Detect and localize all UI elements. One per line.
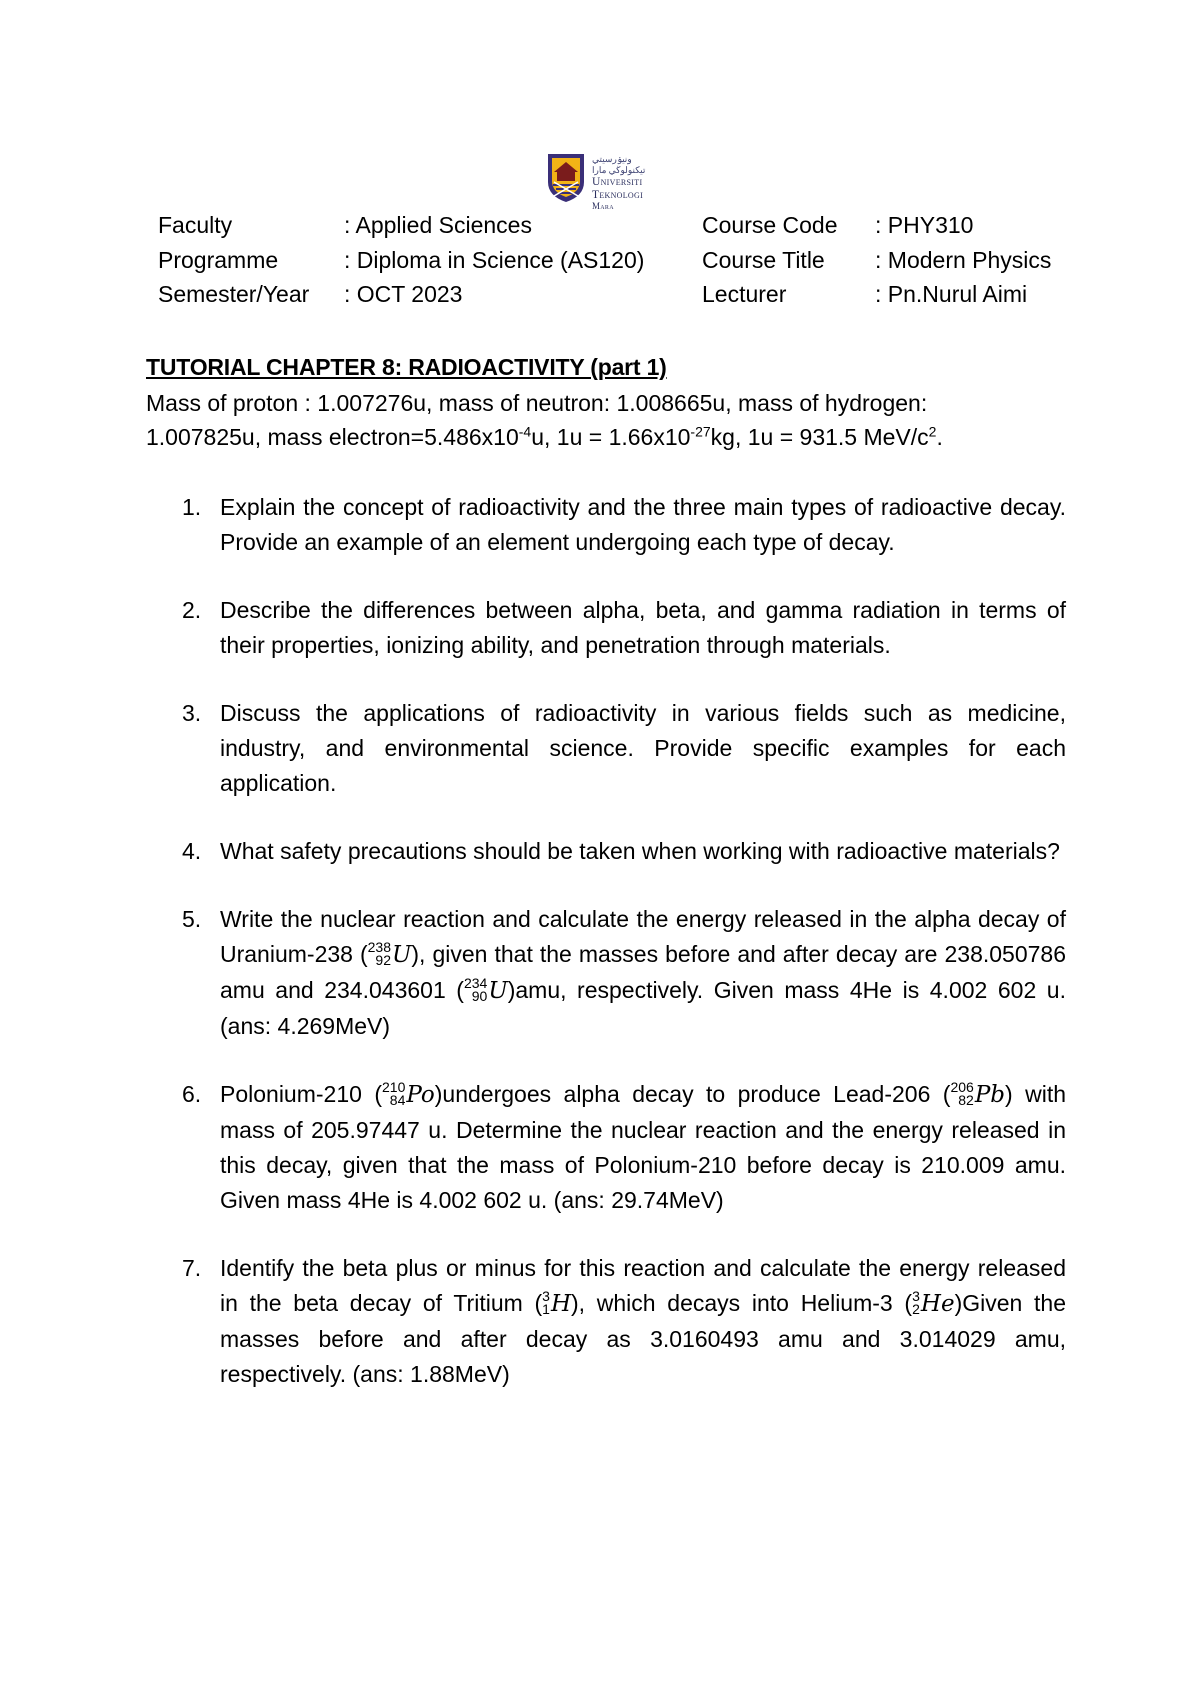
nuclide-atomic-number: 90 xyxy=(471,988,488,1004)
question-number: 6. xyxy=(182,1081,202,1107)
question-text: Explain the concept of radioactivity and the three main types of radioactive decay. Provide an example of an element undergoing each type of decay. xyxy=(220,494,1066,555)
question-text-c: )amu, respectively. Given mass 4He is 4.002 602 u. (ans: 4.269MeV) xyxy=(220,977,1066,1039)
course-code-value: : PHY310 xyxy=(875,212,974,238)
nuclide-mass-number: 3 xyxy=(542,1288,550,1304)
question-number: 4. xyxy=(182,838,202,864)
question-7 xyxy=(170,1251,1066,1392)
question-text-b: ), given that the masses before and after decay are 238.050786 amu and 234.043601 ( xyxy=(220,941,1066,1003)
constants-text-c: kg, 1u = 931.5 MeV/c xyxy=(710,424,929,450)
course-title-value: : Modern Physics xyxy=(875,246,1052,273)
programme-label: Programme xyxy=(158,246,279,273)
question-1 xyxy=(170,490,1066,560)
nuclide-mass-number: 238 xyxy=(367,939,391,955)
nuclide-atomic-number: 92 xyxy=(375,952,391,968)
lecturer-label: Lecturer xyxy=(702,281,787,307)
semester-label: Semester/Year xyxy=(158,281,310,307)
question-text: What safety precautions should be taken when working with radioactive materials? xyxy=(220,838,1060,864)
nuclide-symbol: He xyxy=(920,1291,955,1317)
university-name xyxy=(592,154,669,212)
constants-exponent-3: 2 xyxy=(928,423,937,440)
question-2 xyxy=(170,593,1066,663)
faculty-value: : Applied Sciences xyxy=(344,212,532,238)
question-number: 5. xyxy=(182,906,202,932)
nuclide-mass-number: 210 xyxy=(382,1079,406,1095)
nuclide-atomic-number: 82 xyxy=(958,1092,974,1108)
logo-line-2: Teknologi xyxy=(592,188,644,201)
question-text-c: ) with mass of 205.97447 u. Determine the nuclear reaction and the energy released in this decay, given that the mass of Polonium-210 before decay is 210.009 amu. Given mass 4He is 4.002 602 u. (ans: 29.74MeV) xyxy=(220,1081,1066,1213)
constants-line-1: Mass of proton : 1.007276u, mass of neutron: 1.008665u, mass of hydrogen: xyxy=(146,390,928,416)
question-text: Discuss the applications of radioactivity in various fields such as medicine, industry, and environmental science. Provide specific examples for each application. xyxy=(220,700,1066,796)
logo-line-3: Mara xyxy=(592,201,614,211)
course-title-label: Course Title xyxy=(702,246,825,273)
nuclide-polonium-210 xyxy=(382,1079,435,1108)
constants-text-d: . xyxy=(936,424,943,450)
question-list xyxy=(170,490,1066,1392)
nuclide-atomic-number: 2 xyxy=(912,1301,920,1317)
nuclide-atomic-number: 1 xyxy=(542,1301,550,1317)
university-emblem-icon xyxy=(544,152,588,204)
question-5 xyxy=(170,902,1066,1044)
university-logo xyxy=(544,152,669,211)
question-3 xyxy=(170,696,1066,801)
nuclide-mass-number: 3 xyxy=(912,1288,920,1304)
info-row-3 xyxy=(158,281,1088,316)
question-4 xyxy=(170,834,1066,869)
info-row-1 xyxy=(158,212,1088,247)
nuclide-symbol: H xyxy=(550,1291,572,1317)
question-text-a: Write the nuclear reaction and calculate the energy released in the alpha decay of Uranium-238 ( xyxy=(220,906,1066,967)
lecturer-value: : Pn.Nurul Aimi xyxy=(875,281,1028,307)
nuclide-tritium xyxy=(542,1288,572,1317)
constants-text-b: u, 1u = 1.66x10 xyxy=(531,424,691,450)
nuclide-helium-3 xyxy=(912,1288,955,1317)
constants-text-a: 1.007825u, mass electron=5.486x10 xyxy=(146,424,519,450)
programme-value: : Diploma in Science (AS120) xyxy=(344,246,645,273)
faculty-label: Faculty xyxy=(158,212,233,238)
question-number: 2. xyxy=(182,597,202,623)
nuclide-thorium-234 xyxy=(463,975,508,1004)
question-number: 1. xyxy=(182,494,202,520)
nuclide-lead-206 xyxy=(950,1079,1006,1108)
constants-block xyxy=(146,386,1066,454)
logo-line-1: Universiti xyxy=(592,176,643,188)
constants-exponent-2: -27 xyxy=(690,423,711,440)
question-number: 3. xyxy=(182,700,202,726)
constants-line-2 xyxy=(146,420,1066,454)
nuclide-mass-number: 234 xyxy=(463,975,488,991)
question-text: Describe the differences between alpha, beta, and gamma radiation in terms of their properties, ionizing ability, and penetration through materials. xyxy=(220,597,1066,658)
question-text-c: )Given the masses before and after decay as 3.0160493 amu and 3.014029 amu, respectively. (ans: 1.88MeV) xyxy=(220,1290,1066,1387)
semester-value: : OCT 2023 xyxy=(344,281,463,307)
question-text-b: )undergoes alpha decay to produce Lead-206 ( xyxy=(434,1081,951,1107)
nuclide-uranium-238 xyxy=(367,939,412,968)
question-number: 7. xyxy=(182,1255,202,1281)
nuclide-atomic-number: 84 xyxy=(389,1092,406,1108)
question-text-a: Polonium-210 ( xyxy=(220,1081,382,1107)
constants-exponent-1: -4 xyxy=(518,423,532,440)
course-info-table xyxy=(158,212,1088,316)
nuclide-symbol: U xyxy=(392,942,412,968)
question-text-a: Identify the beta plus or minus for this reaction and calculate the energy released in the beta decay of Tritium ( xyxy=(220,1255,1066,1316)
logo-jawi-text: ونيۏرسيتي تيكنولوڬي مارا xyxy=(592,154,646,175)
nuclide-symbol: Po xyxy=(406,1082,435,1108)
nuclide-symbol: U xyxy=(488,978,508,1004)
tutorial-title: TUTORIAL CHAPTER 8: RADIOACTIVITY (part 1) xyxy=(146,354,667,380)
info-row-2 xyxy=(158,247,1088,282)
nuclide-symbol: Pb xyxy=(974,1082,1006,1108)
question-text-b: ), which decays into Helium-3 ( xyxy=(571,1290,913,1316)
course-code-label: Course Code xyxy=(702,212,838,238)
nuclide-mass-number: 206 xyxy=(950,1079,974,1095)
question-6 xyxy=(170,1077,1066,1218)
